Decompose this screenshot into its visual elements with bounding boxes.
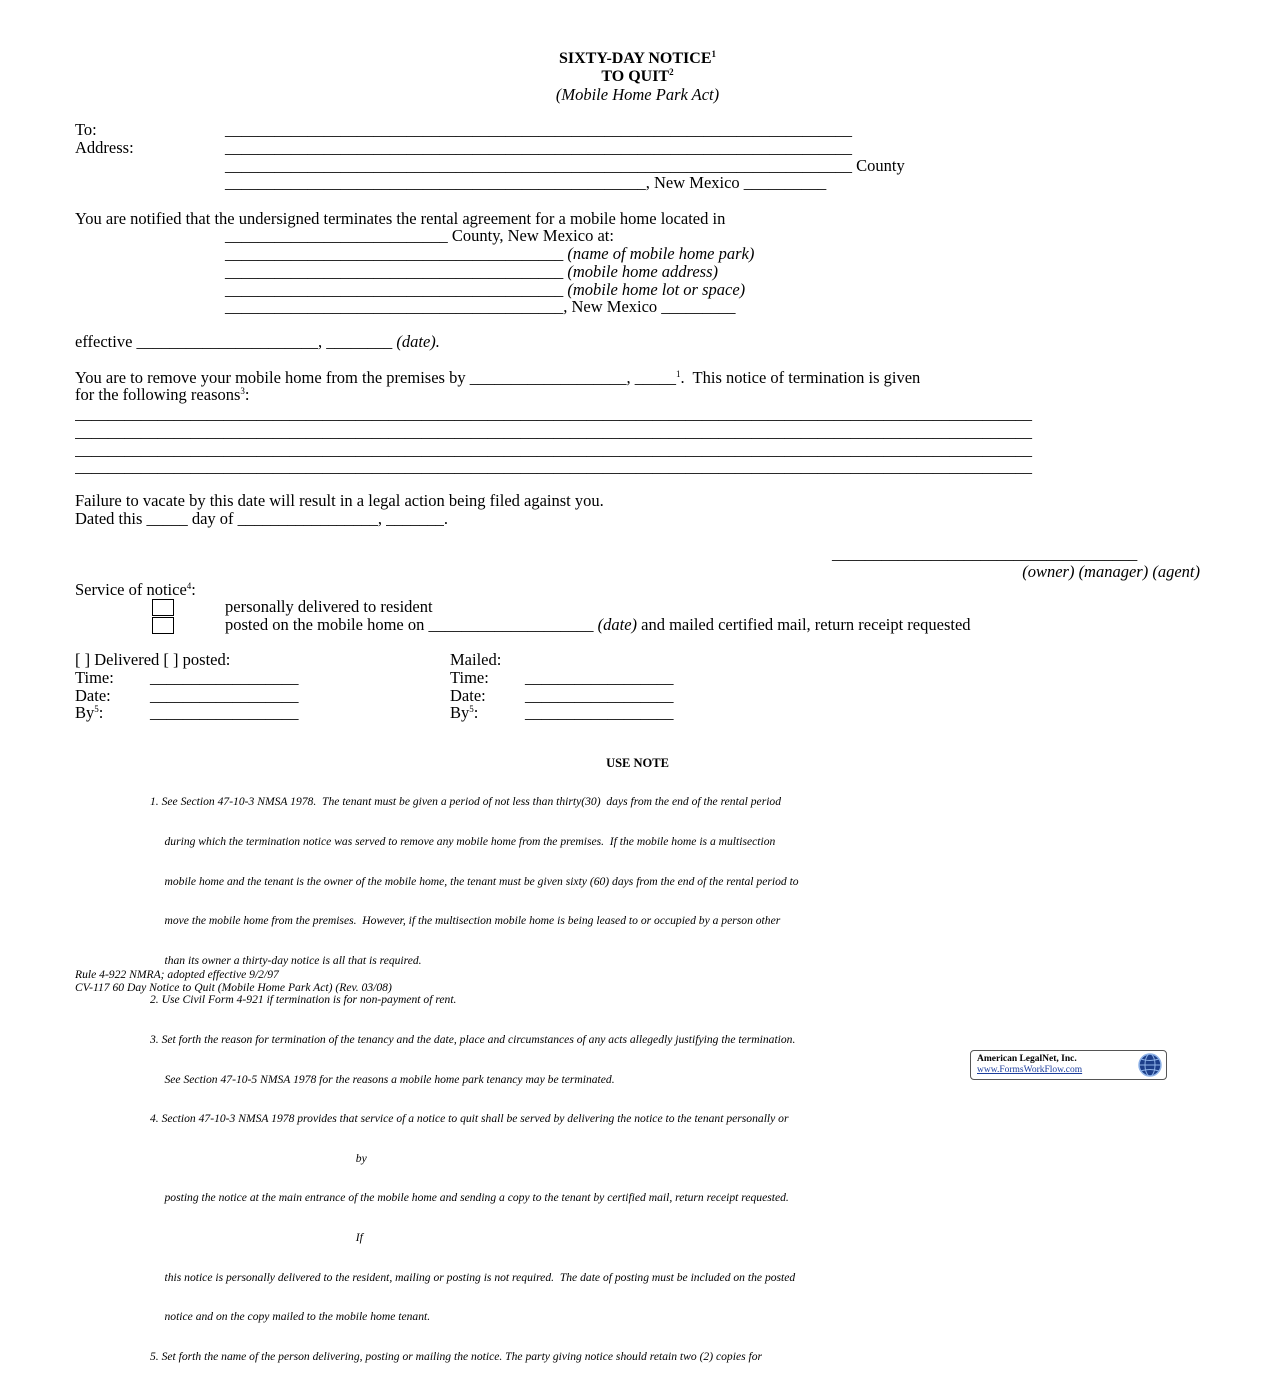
delivered-date-label: Date: <box>75 686 111 705</box>
delivered-by-label: By$^5$: <box>75 703 104 722</box>
form-identifier: CV-117 60 Day Notice to Quit (Mobile Home Park Act) (Rev. 03/08) <box>75 981 392 994</box>
globe-icon <box>1137 1052 1163 1078</box>
notification-intro: You are notified that the undersigned terminates the rental agreement for a mobile home located in <box>75 209 726 228</box>
signature-line[interactable]: _____________________________________ <box>832 544 1138 563</box>
use-note-line: move the mobile home from the premises. However, if the multisection mobile home is being leased to or occupied by a person other <box>150 914 781 928</box>
address-field-line1[interactable]: ____________________________________________________________________________ <box>225 138 852 157</box>
form-subtitle: (Mobile Home Park Act) <box>555 85 720 104</box>
mailed-by-field[interactable]: __________________ <box>525 703 674 722</box>
home-address-field[interactable]: _________________________________________ (mobile home address) <box>225 262 718 281</box>
use-note-line: 4. Section 47-10-3 NMSA 1978 provides that service of a notice to quit shall be served by delivering the notice to the tenant personally or <box>150 1112 789 1126</box>
use-note-line: by <box>150 1151 367 1165</box>
use-note-line: posting the notice at the main entrance of the mobile home and sending a copy to the tenant by certified mail, return receipt requested. <box>150 1191 789 1205</box>
signature-role-label: (owner) (manager) (agent) <box>1022 562 1200 581</box>
personally-delivered-checkbox[interactable] <box>152 599 174 616</box>
delivered-date-field[interactable]: __________________ <box>150 686 299 705</box>
lot-space-field[interactable]: _________________________________________ (mobile home lot or space) <box>225 280 746 299</box>
use-note-line: than its owner a thirty-day notice is all that is required. <box>150 953 422 967</box>
use-note-line: See Section 47-10-5 NMSA 1978 for the reasons a mobile home park tenancy may be terminated. <box>150 1072 615 1086</box>
park-city-field[interactable]: _________________________________________, New Mexico _________ <box>225 297 736 316</box>
county-field[interactable]: ___________________________ County, New Mexico at: <box>225 226 614 245</box>
to-label: To: <box>75 120 97 139</box>
mailed-date-label: Date: <box>450 686 486 705</box>
logo-company-name: American LegalNet, Inc. <box>977 1054 1077 1064</box>
reason-line-3[interactable]: ____________________________________________________________________________________________________________________ <box>75 441 1032 459</box>
delivered-time-label: Time: <box>75 668 114 687</box>
reason-line-1[interactable]: ____________________________________________________________________________________________________________________ <box>75 405 1032 423</box>
failure-statement: Failure to vacate by this date will result in a legal action being filed against you. <box>75 491 604 510</box>
use-note-list <box>150 769 799 1376</box>
removal-date-line[interactable]: You are to remove your mobile home from the premises by ___________________, _____$^1$. This notice of termination is given <box>75 368 921 387</box>
reason-line-4[interactable]: ____________________________________________________________________________________________________________________ <box>75 458 1032 476</box>
service-of-notice-label: Service of notice$^4$: <box>75 580 196 599</box>
form-title-line2: TO QUIT$^2$ <box>601 67 674 85</box>
use-note-line: during which the termination notice was served to remove any mobile home from the premises. If the mobile home is a multisection <box>150 835 776 848</box>
mailed-header: Mailed: <box>450 650 502 669</box>
personally-delivered-label: personally delivered to resident <box>225 597 433 616</box>
address-city-field[interactable]: ___________________________________________________, New Mexico __________ <box>225 173 827 192</box>
posted-mailed-line[interactable]: posted on the mobile home on ____________________ (date) and mailed certified mail, return receipt requested <box>225 615 971 634</box>
effective-date-field[interactable]: effective ______________________, ________ (date). <box>75 332 440 351</box>
use-note-line: mobile home and the tenant is the owner of the mobile home, the tenant must be given sixty (60) days from the end of the rental period to <box>150 874 799 888</box>
mailed-by-label: By$^5$: <box>450 703 479 722</box>
delivered-time-field[interactable]: __________________ <box>150 668 299 687</box>
use-note-line: this notice is personally delivered to the resident, mailing or posting is not required. The date of posting must be included on the posted <box>150 1270 796 1284</box>
use-note-line: 3. Set forth the reason for termination of the tenancy and the date, place and circumstances of any acts allegedly justifying the termination. <box>150 1032 796 1046</box>
mailed-time-field[interactable]: __________________ <box>525 668 674 687</box>
mailed-time-label: Time: <box>450 668 489 687</box>
american-legalnet-logo[interactable] <box>970 1050 1167 1080</box>
use-note-line: 2. Use Civil Form 4-921 if termination is for non-payment of rent. <box>150 993 457 1007</box>
address-label: Address: <box>75 138 134 157</box>
address-county-field[interactable]: ____________________________________________________________________________ County <box>225 156 905 175</box>
use-note-line: notice and on the copy mailed to the mobile home tenant. <box>150 1310 431 1324</box>
reason-line-2[interactable]: ____________________________________________________________________________________________________________________ <box>75 423 1032 441</box>
delivered-by-field[interactable]: __________________ <box>150 703 299 722</box>
dated-field[interactable]: Dated this _____ day of _________________, _______. <box>75 509 449 528</box>
mailed-date-field[interactable]: __________________ <box>525 686 674 705</box>
to-field[interactable]: ____________________________________________________________________________ <box>225 120 852 139</box>
delivered-posted-header: [ ] Delivered [ ] posted: <box>75 650 231 669</box>
use-note-line: If <box>150 1230 363 1244</box>
posted-checkbox[interactable] <box>152 617 174 634</box>
form-title: SIXTY-DAY NOTICE$^1$ <box>559 49 716 67</box>
park-name-field[interactable]: _________________________________________ (name of mobile home park) <box>225 244 755 263</box>
logo-website-link[interactable]: www.FormsWorkFlow.com <box>977 1065 1083 1075</box>
use-note-title: USE NOTE <box>606 756 669 770</box>
use-note-line: 5. Set forth the name of the person delivering, posting or mailing the notice. The party giving notice should retain two (2) copies for <box>150 1349 763 1363</box>
rule-citation: Rule 4-922 NMRA; adopted effective 9/2/97 <box>75 968 279 981</box>
reasons-label: for the following reasons$^3$: <box>75 385 250 404</box>
use-note-line: 1. See Section 47-10-3 NMSA 1978. The tenant must be given a period of not less than thirty(30) days from the end of the rental period <box>150 795 782 809</box>
